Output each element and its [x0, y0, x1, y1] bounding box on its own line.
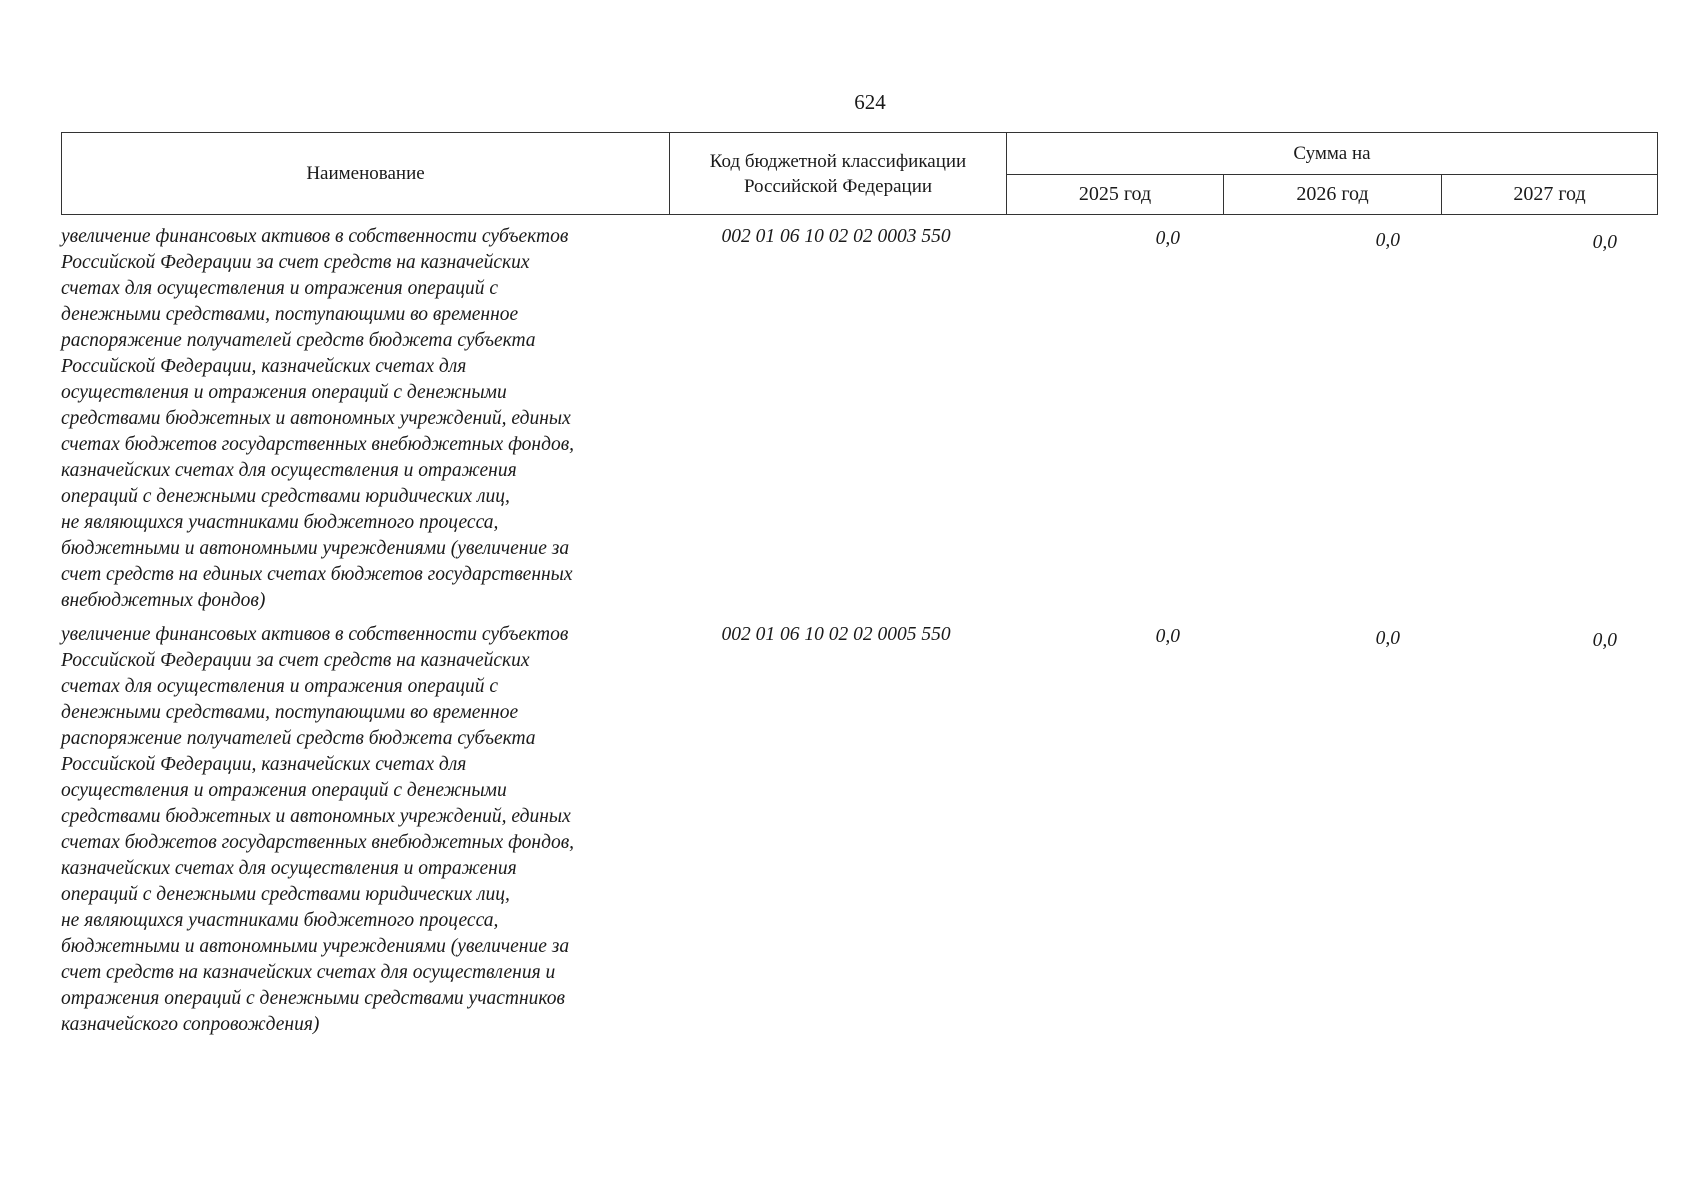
row-value-2025: 0,0: [1155, 626, 1180, 647]
row-value-2025: 0,0: [1155, 228, 1180, 249]
row-name: увеличение финансовых активов в собственности субъектов Российской Федерации за счет средств на казначейских счетах для осуществления и отражения операций с денежными средствами, поступающими во временное распоряжение получателей средств бюджета субъекта Российской Федерации, казначейских счетах для осуществления и отражения операций с денежными средствами бюджетных и автономных учреждений, единых счетах бюджетов государственных внебюджетных фондов, казначейских счетах для осуществления и отражения операций с денежными средствами юридических лиц, не являющихся участниками бюджетного процесса, бюджетными и автономными учреждениями (увеличение за счет средств на единых счетах бюджетов государственных внебюджетных фондов): [61, 226, 575, 611]
row-value-2027: 0,0: [1592, 630, 1617, 651]
row-code: 002 01 06 10 02 02 0005 550: [721, 624, 951, 645]
row-value-2026: 0,0: [1375, 628, 1400, 649]
header-code: Код бюджетной классификации Российской Федерации: [670, 133, 1007, 215]
row-name: увеличение финансовых активов в собственности субъектов Российской Федерации за счет средств на казначейских счетах для осуществления и отражения операций с денежными средствами, поступающими во временное распоряжение получателей средств бюджета субъекта Российской Федерации, казначейских счетах для осуществления и отражения операций с денежными средствами бюджетных и автономных учреждений, единых счетах бюджетов государственных внебюджетных фондов, казначейских счетах для осуществления и отражения операций с денежными средствами юридических лиц, не являющихся участниками бюджетного процесса, бюджетными и автономными учреждениями (увеличение за счет средств на казначейских счетах для осуществления и отражения операций с денежными средствами участников казначейского сопровождения): [61, 624, 575, 1035]
row-value-2026: 0,0: [1375, 230, 1400, 251]
row-value-2027: 0,0: [1592, 232, 1617, 253]
header-year-2027: 2027 год: [1442, 175, 1658, 215]
header-year-2025: 2025 год: [1007, 175, 1224, 215]
header-year-2026: 2026 год: [1224, 175, 1442, 215]
header-sum: Сумма на: [1007, 133, 1658, 175]
row-code: 002 01 06 10 02 02 0003 550: [721, 226, 951, 247]
table-header: [61, 132, 1658, 215]
page-number: 624: [854, 90, 886, 114]
header-name: Наименование: [62, 133, 670, 215]
